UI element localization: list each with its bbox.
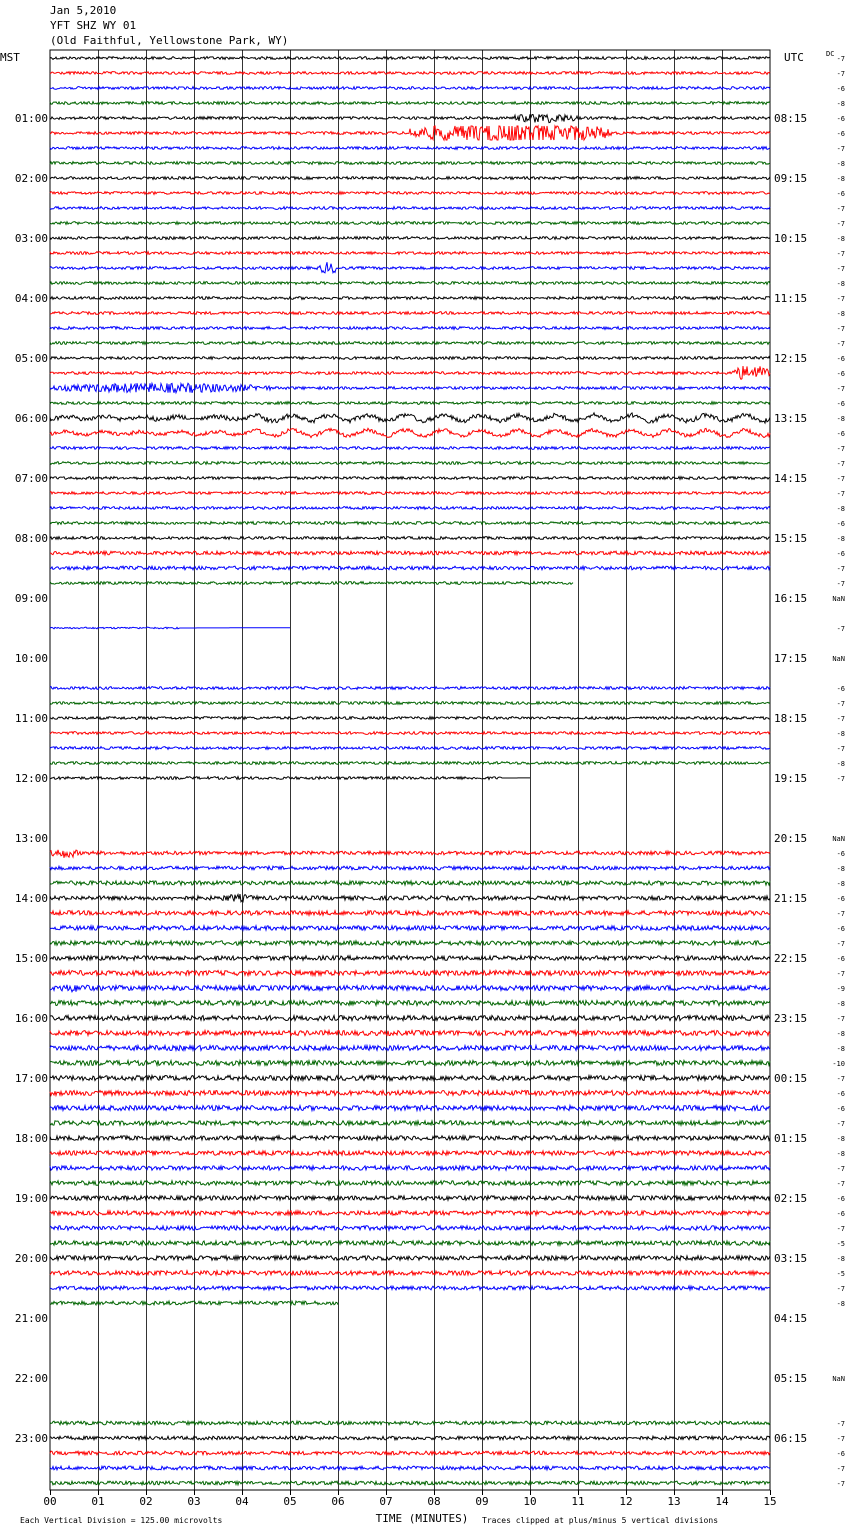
dc-offset-label: -7 [836,490,845,498]
dc-offset-label: -7 [836,70,845,78]
dc-offset-label: -7 [836,1435,845,1443]
dc-offset-label: -8 [836,865,845,873]
hour-label-left: 13:00 [14,832,48,845]
trace-row-42 [50,687,770,690]
trace-row-14 [50,262,770,273]
trace-row-38 [50,627,290,629]
trace-row-11 [50,222,770,225]
hour-label-right: 12:15 [774,352,808,365]
x-tick-label: 14 [715,1495,729,1508]
dc-offset-label: -8 [836,1255,845,1263]
trace-row-4 [50,114,770,122]
trace-row-45 [50,732,770,735]
trace-row-79 [50,1241,770,1245]
dc-offset-label: -7 [836,1480,845,1488]
hour-label-right: 20:15 [774,832,808,845]
hour-label-left: 15:00 [14,952,48,965]
trace-row-21 [50,366,770,379]
hour-label-left: 22:00 [14,1372,48,1385]
dc-offset-label: -7 [836,1420,845,1428]
trace-row-66 [50,1046,770,1051]
trace-row-25 [50,428,770,437]
trace-row-1 [50,72,770,75]
dc-offset-label: -6 [836,955,845,963]
dc-offset-label: -7 [836,1285,845,1293]
dc-offset-label: -6 [836,895,845,903]
trace-row-60 [50,956,770,960]
trace-row-62 [50,985,770,992]
trace-row-64 [50,1016,770,1021]
dc-offset-label: -6 [836,1450,845,1458]
dc-offset-label: -7 [836,145,845,153]
trace-row-18 [50,327,770,330]
hour-label-left: 09:00 [14,592,48,605]
trace-row-59 [50,941,770,945]
dc-offset-label: -6 [836,400,845,408]
trace-row-8 [50,177,770,180]
dc-offset-label: -5 [836,1240,845,1248]
trace-row-3 [50,102,770,105]
trace-row-19 [50,342,770,345]
trace-row-76 [50,1196,770,1200]
dc-offset-label: -8 [836,415,845,423]
dc-offset-label: -6 [836,685,845,693]
dc-offset-label: -7 [836,1120,845,1128]
hour-label-left: 12:00 [14,772,48,785]
right-timezone-label: UTC [784,51,804,64]
hour-label-right: 02:15 [774,1192,808,1205]
x-tick-label: 03 [187,1495,201,1508]
trace-row-58 [50,926,770,930]
hour-label-right: 00:15 [774,1072,808,1085]
dc-offset-label: -7 [836,1225,845,1233]
trace-row-24 [50,413,770,423]
trace-row-13 [50,252,770,255]
hour-label-right: 04:15 [774,1312,808,1325]
trace-row-34 [50,566,770,570]
hour-label-left: 02:00 [14,172,48,185]
dc-offset-label: -8 [836,235,845,243]
hour-label-right: 14:15 [774,472,808,485]
hour-label-left: 08:00 [14,532,48,545]
header-station: YFT SHZ WY 01 [50,19,137,32]
header-date: Jan 5,2010 [50,4,117,17]
dc-offset-label: -6 [836,130,845,138]
trace-row-7 [50,162,770,165]
hour-label-left: 10:00 [14,652,48,665]
trace-row-44 [50,717,770,720]
trace-row-32 [50,537,770,540]
dc-offset-label: -5 [836,1270,845,1278]
trace-row-56 [50,894,770,902]
dc-offset-label: -7 [836,1165,845,1173]
hour-label-right: 03:15 [774,1252,808,1265]
trace-row-17 [50,312,770,315]
dc-offset-label: -6 [836,190,845,198]
trace-row-54 [50,866,770,870]
dc-offset-label: -6 [836,1195,845,1203]
trace-row-73 [50,1151,770,1155]
trace-row-20 [50,357,770,360]
dc-offset-label: -7 [836,205,845,213]
dc-offset-label: -7 [836,775,845,783]
hour-label-left: 14:00 [14,892,48,905]
hour-label-left: 01:00 [14,112,48,125]
dc-offset-label: -7 [836,745,845,753]
trace-row-83 [50,1301,338,1305]
plot-frame [50,50,770,1490]
nan-label: NaN [832,835,845,843]
trace-row-33 [50,551,770,555]
x-tick-label: 10 [523,1495,537,1508]
trace-row-30 [50,507,770,510]
header-location: (Old Faithful, Yellowstone Park, WY) [50,34,289,47]
hour-label-right: 17:15 [774,652,808,665]
x-tick-label: 05 [283,1495,297,1508]
hour-label-right: 13:15 [774,412,808,425]
trace-row-72 [50,1136,770,1140]
dc-offset-label: -7 [836,580,845,588]
dc-offset-label: -7 [836,460,845,468]
x-tick-label: 06 [331,1495,345,1508]
dc-offset-label: -8 [836,1000,845,1008]
dc-offset-label: -8 [836,1030,845,1038]
trace-row-22 [50,383,770,393]
trace-row-80 [50,1256,770,1260]
hour-label-left: 11:00 [14,712,48,725]
x-tick-label: 02 [139,1495,153,1508]
dc-offset-label: -6 [836,1090,845,1098]
dc-offset-label: -7 [836,1180,845,1188]
hour-label-right: 05:15 [774,1372,808,1385]
dc-offset-label: -8 [836,1300,845,1308]
footer-scale-note: Each Vertical Division = 125.00 microvolts [20,1516,223,1525]
x-tick-label: 15 [763,1495,777,1508]
dc-offset-label: -7 [836,265,845,273]
trace-row-35 [50,582,573,585]
dc-offset-label: -8 [836,175,845,183]
x-tick-label: 00 [43,1495,57,1508]
dc-offset-label: -6 [836,1210,845,1218]
trace-row-81 [50,1271,770,1275]
trace-row-53 [50,850,770,858]
hour-label-left: 16:00 [14,1012,48,1025]
dc-offset-label: -7 [836,625,845,633]
trace-row-75 [50,1181,770,1185]
dc-offset-label: -6 [836,520,845,528]
dc-offset-label: -6 [836,550,845,558]
dc-offset-label: -9 [836,985,845,993]
dc-offset-label: -7 [836,910,845,918]
x-tick-label: 09 [475,1495,489,1508]
x-tick-label: 04 [235,1495,249,1508]
dc-offset-label: -7 [836,250,845,258]
trace-row-28 [50,477,770,480]
dc-offset-label: -10 [832,1060,845,1068]
trace-row-91 [50,1421,770,1425]
trace-row-77 [50,1211,770,1215]
x-axis-label: TIME (MINUTES) [375,1512,469,1525]
trace-row-16 [50,297,770,300]
trace-row-71 [50,1121,770,1125]
trace-row-47 [50,762,770,765]
dc-offset-label: -7 [836,565,845,573]
trace-row-65 [50,1031,770,1036]
hour-label-right: 08:15 [774,112,808,125]
footer-clip-note: Traces clipped at plus/minus 5 vertical divisions [482,1516,719,1525]
hour-label-left: 18:00 [14,1132,48,1145]
dc-offset-label: -6 [836,355,845,363]
hour-label-left: 07:00 [14,472,48,485]
dc-offset-label: -6 [836,370,845,378]
dc-offset-label: -6 [836,850,845,858]
hour-label-left: 04:00 [14,292,48,305]
nan-label: NaN [832,655,845,663]
hour-label-right: 16:15 [774,592,808,605]
hour-label-left: 19:00 [14,1192,48,1205]
dc-offset-label: -6 [836,925,845,933]
dc-offset-label: -8 [836,760,845,768]
trace-row-6 [50,147,770,150]
trace-row-74 [50,1166,770,1170]
hour-label-right: 15:15 [774,532,808,545]
dc-offset-label: -8 [836,160,845,168]
dc-offset-label: -8 [836,100,845,108]
dc-offset-label: -8 [836,730,845,738]
trace-row-61 [50,971,770,976]
x-tick-label: 12 [619,1495,633,1508]
trace-row-29 [50,492,770,495]
x-tick-label: 08 [427,1495,441,1508]
hour-label-left: 05:00 [14,352,48,365]
dc-offset-label: -6 [836,430,845,438]
trace-row-82 [50,1286,770,1290]
trace-row-78 [50,1226,770,1230]
hour-label-left: 23:00 [14,1432,48,1445]
trace-row-70 [50,1106,770,1111]
dc-offset-label: -8 [836,880,845,888]
dc-offset-label: -7 [836,1075,845,1083]
trace-row-55 [50,881,770,885]
hour-label-right: 21:15 [774,892,808,905]
hour-label-left: 03:00 [14,232,48,245]
trace-row-10 [50,207,770,210]
hour-label-right: 10:15 [774,232,808,245]
dc-offset-label: -7 [836,55,845,63]
hour-label-right: 22:15 [774,952,808,965]
dc-offset-label: -7 [836,1465,845,1473]
x-tick-label: 13 [667,1495,681,1508]
dc-offset-label: -6 [836,1105,845,1113]
dc-offset-label: -7 [836,445,845,453]
hour-label-left: 21:00 [14,1312,48,1325]
trace-row-26 [50,447,770,450]
dc-offset-label: -8 [836,1045,845,1053]
hour-label-left: 06:00 [14,412,48,425]
hour-label-right: 09:15 [774,172,808,185]
trace-row-9 [50,192,770,195]
x-tick-label: 11 [571,1495,585,1508]
dc-offset-label: -7 [836,970,845,978]
trace-row-15 [50,282,770,285]
hour-label-right: 01:15 [774,1132,808,1145]
trace-row-94 [50,1466,770,1470]
trace-row-69 [50,1091,770,1096]
trace-row-63 [50,1001,770,1006]
dc-offset-label: -6 [836,85,845,93]
trace-row-93 [50,1451,770,1455]
nan-label: NaN [832,1375,845,1383]
trace-row-46 [50,747,770,750]
trace-row-57 [50,911,770,915]
dc-offset-label: -8 [836,1135,845,1143]
trace-row-5 [50,126,770,140]
dc-offset-label: -8 [836,535,845,543]
dc-label: DC [826,50,835,58]
trace-row-2 [50,87,770,90]
left-timezone-label: MST [0,51,20,64]
dc-offset-label: -7 [836,700,845,708]
hour-label-right: 11:15 [774,292,808,305]
hour-label-left: 20:00 [14,1252,48,1265]
trace-row-92 [50,1436,770,1440]
dc-offset-label: -8 [836,505,845,513]
x-tick-label: 01 [91,1495,105,1508]
nan-label: NaN [832,595,845,603]
trace-row-0 [50,57,770,60]
trace-row-27 [50,462,770,465]
x-tick-label: 07 [379,1495,393,1508]
hour-label-left: 17:00 [14,1072,48,1085]
hour-label-right: 23:15 [774,1012,808,1025]
dc-offset-label: -7 [836,475,845,483]
dc-offset-label: -7 [836,1015,845,1023]
trace-row-67 [50,1061,770,1066]
dc-offset-label: -8 [836,1150,845,1158]
trace-row-95 [50,1481,770,1485]
hour-label-right: 06:15 [774,1432,808,1445]
trace-row-68 [50,1076,770,1081]
dc-offset-label: -7 [836,340,845,348]
trace-row-48 [50,777,530,780]
dc-offset-label: -6 [836,115,845,123]
trace-row-43 [50,702,770,705]
dc-offset-label: -7 [836,325,845,333]
dc-offset-label: -7 [836,940,845,948]
dc-offset-label: -8 [836,310,845,318]
hour-label-right: 19:15 [774,772,808,785]
dc-offset-label: -7 [836,385,845,393]
dc-offset-label: -7 [836,295,845,303]
trace-row-23 [50,402,770,405]
hour-label-right: 18:15 [774,712,808,725]
dc-offset-label: -7 [836,220,845,228]
trace-row-31 [50,522,770,525]
dc-offset-label: -7 [836,715,845,723]
trace-row-12 [50,237,770,240]
dc-offset-label: -8 [836,280,845,288]
